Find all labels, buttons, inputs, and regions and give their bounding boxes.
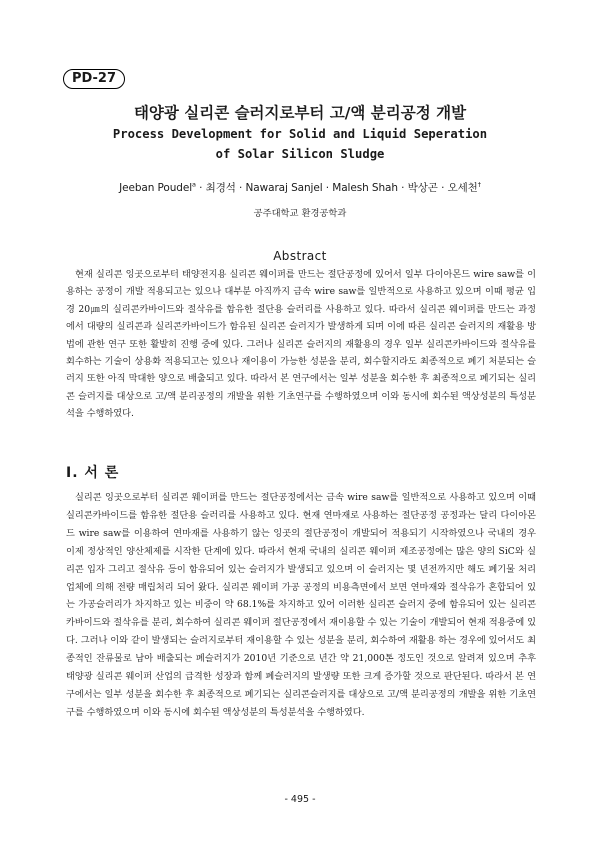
title-en-line-2: of Solar Silicon Sludge — [215, 147, 385, 161]
abstract-paragraph: 현재 실리콘 잉곳으로부터 태양전지용 실리콘 웨이퍼를 만드는 절단공정에 있어서 일부 다이아몬드 wire saw를 이용하는 공정이 개발 적용되고는 있으나 대부분 아직까지 금속 wire saw를 일반적으로 사용하고 있으며 이때 평균 입경 20㎛의 실리콘카바이드와 절삭유를 함유한 절단용 슬러리를 사용하고 있다. 따라서 실리콘 웨이퍼를 만드는 과정에서 대량의 실리콘과 실리콘카바이드가 함유된 실리콘 슬러지가 발생하게 되며 이에 따른 실리콘 슬러지의 재활용 방법에 관한 연구 또한 활발히 진행 중에 있다. 그러나 실리콘 슬러지의 재활용의 경우 일부 실리콘카바이드와 절삭유를 회수하는 기술이 상용화 적용되고는 있으나 재이용이 가능한 성분을 분리, 회수할지라도 최종적으로 폐기 처분되는 슬러지 또한 아직 막대한 양으로 배출되고 있다. 따라서 본 연구에서는 일부 성분을 회수한 후 최종적으로 폐기되는 실리콘 슬러지를 대상으로 고/액 분리공정의 개발을 위한 기초연구를 수행하였으며 이와 동시에 회수된 액상성분의 특성분석을 수행하였다. — [66, 269, 536, 420]
author-separator: · — [441, 182, 445, 194]
author-mark: a — [192, 180, 196, 189]
author-separator: · — [401, 182, 405, 194]
author-name: Malesh Shah — [332, 182, 398, 194]
page-number: - 495 - — [284, 794, 316, 805]
affiliation: 공주대학교 환경공학과 — [253, 208, 347, 219]
author-name: 오세천 — [447, 182, 478, 194]
introduction-paragraph: 실리콘 잉곳으로부터 실리콘 웨이퍼를 만드는 절단공정에서는 금속 wire saw를 일반적으로 사용하고 있으며 이때 실리콘카바이드를 함유한 절단용 슬러리를 사용하고 있다. 현재 연마재로 사용하는 절단공정 공정과는 달리 다이아몬드 wire saw를 이용하여 연마재를 사용하기 않는 잉곳의 절단공정이 개발되어 적용되기 시작하였으나 국내의 경우 이제 정상적인 양산체제를 시작한 단계에 있다. 따라서 현재 국내의 실리콘 웨이퍼 제조공정에는 많은 양의 SiC와 실리콘 입자 그리고 절삭유 등이 함유되어 있는 슬러지가 발생되고 있으며 이 슬러지는 몇 년전까지만 해도 폐기물 처리업체에 의해 전량 매립처리 되어 왔다. 실리콘 웨이퍼 가공 공정의 비용측면에서 보면 연마재와 절삭유가 혼합되어 있는 가공슬러리가 차지하고 있는 비중이 약 68.1%를 차지하고 있어 이러한 실리콘 슬러지 중에 함유되어 있는 실리콘 카바이드와 절삭유를 분리, 회수하여 실리콘 웨이퍼 절단공정에서 재이용할 수 있는 기술이 개발되어 현재 적용중에 있다. 그러나 이와 같이 발생되는 슬러지로부터 재이용할 수 있는 성분을 분리, 회수하여 재활용 하는 경우에 있어서도 최종적인 잔류물로 남아 배출되는 폐슬러지가 2010년 기준으로 년간 약 21,000톤 정도인 것으로 알려져 있으며 추후 태양광 실리콘 웨이퍼 산업의 급격한 성장과 함께 폐슬러지의 발생량 또한 크게 증가할 것으로 판단된다. 따라서 본 연구에서는 일부 성분을 회수한 후 최종적으로 폐기되는 실리콘슬러지를 대상으로 고/액 분리공정의 개발을 위한 기초연구를 수행하였으며 이와 동시에 회수된 액상성분의 특성분석을 수행하였다. — [66, 492, 536, 718]
author-name: Jeeban Poudel — [119, 182, 193, 194]
author-separator: · — [325, 182, 330, 194]
paper-title-english — [0, 124, 600, 164]
section-heading-introduction: I. 서 론 — [66, 465, 120, 481]
author-separator: · — [239, 182, 243, 194]
session-badge: PD-27 — [63, 69, 125, 89]
abstract-body — [66, 266, 536, 423]
author-name: Nawaraj Sanjel — [245, 182, 323, 194]
author-separator: · — [199, 182, 203, 194]
author-name: 최경석 — [205, 182, 236, 194]
author-mark: † — [477, 180, 481, 189]
abstract-heading: Abstract — [273, 249, 327, 263]
title-en-line-1: Process Development for Solid and Liquid Seperation — [112, 127, 488, 141]
author-list — [0, 180, 600, 195]
author-name: 박상곤 — [407, 182, 438, 194]
introduction-body — [66, 489, 536, 722]
paper-title-korean: 태양광 실리콘 슬러지로부터 고/액 분리공정 개발 — [133, 104, 467, 122]
